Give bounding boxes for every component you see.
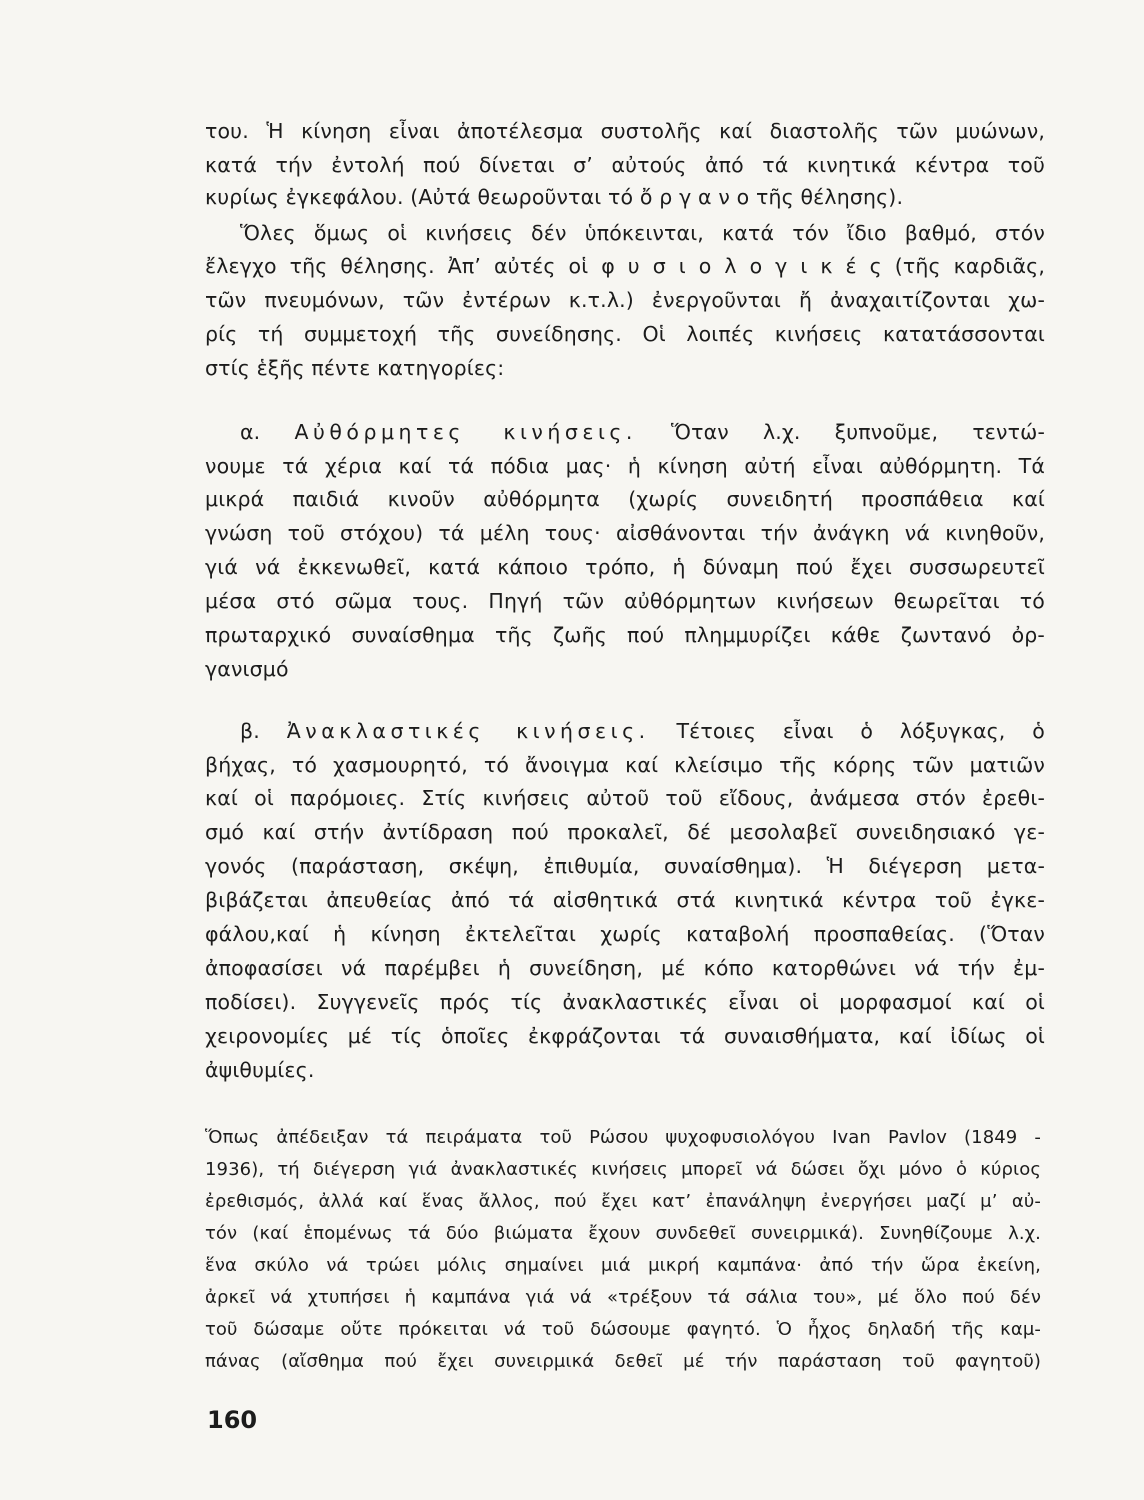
footnote-line: τοῦ δώσαμε οὔτε πρόκειται νά τοῦ δώσουμε φαγητό. Ὁ ἦχος δηλαδή τῆς καμ- <box>205 1319 1041 1340</box>
text-line: φάλου,καί ἡ κίνηση ἐκτελεῖται χωρίς καταβολή προσπαθείας. (Ὅταν <box>205 922 1045 946</box>
text-line: γνώση τοῦ στόχου) τά μέλη τους· αἰσθάνονται τήν ἀνάγκη νά κινηθοῦν, <box>205 521 1045 545</box>
footnote-line: τόν (καί ἑπομένως τά δύο βιώματα ἔχουν συνδεθεῖ συνειρμικά). Συνηθίζουμε λ.χ. <box>205 1223 1041 1244</box>
text-line: νουμε τά χέρια καί τά πόδια μας· ἡ κίνηση αὐτή εἶναι αὐθόρμητη. Τά <box>205 454 1045 478</box>
footnote-line: ἐρεθισμός, ἀλλά καί ἕνας ἄλλος, πού ἔχει κατ’ ἐπανάληψη ἐνεργήσει μαζί μ’ αὐ- <box>205 1191 1041 1212</box>
item-b-first-rest: Τέτοιες εἶναι ὁ λόξυγκας, ὁ <box>649 719 1045 743</box>
item-a-prefix: α. <box>240 420 295 444</box>
item-b-term: Ἀνακλαστικές κινήσεις. <box>286 719 650 743</box>
text-line: ἀψιθυμίες. <box>205 1058 315 1082</box>
text-line: γιά νά ἐκκενωθεῖ, κατά κάποιο τρόπο, ἡ δύναμη πού ἔχει συσσωρευτεῖ <box>205 555 1045 579</box>
footnote-line: πάνας (αἴσθημα πού ἔχει συνειρμικά δεθεῖ μέ τήν παράσταση τοῦ φαγητοῦ) <box>205 1351 1041 1372</box>
text-line: ἀποφασίσει νά παρέμβει ἡ συνείδηση, μέ κόπο κατορθώνει νά τήν ἐμ- <box>205 956 1045 980</box>
text-line: γανισμό <box>205 657 289 681</box>
text-line: καί οἱ παρόμοιες. Στίς κινήσεις αὐτοῦ τοῦ εἴδους, ἀνάμεσα στόν ἐρεθι- <box>205 786 1045 810</box>
text-line: βήχας, τό χασμουρητό, τό ἄνοιγμα καί κλείσιμο τῆς κόρης τῶν ματιῶν <box>205 753 1045 777</box>
text-line: ρίς τή συμμετοχή τῆς συνείδησης. Οἱ λοιπές κινήσεις κατατάσσονται <box>205 322 1045 346</box>
text-line: Ὅλες ὅμως οἱ κινήσεις δέν ὑπόκεινται, κατά τόν ἴδιο βαθμό, στόν <box>240 221 1045 245</box>
page-number: 160 <box>207 1406 258 1434</box>
text-line: γονός (παράσταση, σκέψη, ἐπιθυμία, συναίσθημα). Ἡ διέγερση μετα- <box>205 854 1045 878</box>
item-b-prefix: β. <box>240 719 287 743</box>
item-a-first-rest: Ὅταν λ.χ. ξυπνοῦμε, τεντώ- <box>636 420 1045 444</box>
text-line: τῶν πνευμόνων, τῶν ἐντέρων κ.τ.λ.) ἐνεργοῦνται ἤ ἀναχαιτίζονται χω- <box>205 288 1045 312</box>
item-b-heading-line <box>240 716 1045 746</box>
item-a-heading-line <box>240 417 1045 447</box>
text-line: βιβάζεται ἀπευθείας ἀπό τά αἰσθητικά στά κινητικά κέντρα τοῦ ἐγκε- <box>205 888 1045 912</box>
footnote-line: ἕνα σκύλο νά τρώει μόλις σημαίνει μιά μικρή καμπάνα· ἀπό τήν ὥρα ἐκείνη, <box>205 1255 1041 1276</box>
text-line: πρωταρχικό συναίσθημα τῆς ζωῆς πού πλημμυρίζει κάθε ζωντανό ὀρ- <box>205 623 1045 647</box>
footnote-line: Ὅπως ἀπέδειξαν τά πειράματα τοῦ Ρώσου ψυχοφυσιολόγου Ivan Pavlov (1849 - <box>205 1127 1041 1148</box>
footnote-line: 1936), τή διέγερση γιά ἀνακλαστικές κινήσεις μπορεῖ νά δώσει ὄχι μόνο ὁ κύριος <box>205 1159 1041 1180</box>
item-a-term: Αὐθόρμητες κινήσεις. <box>294 420 637 444</box>
text-line: σμό καί στήν ἀντίδραση πού προκαλεῖ, δέ μεσολαβεῖ συνειδησιακό γε- <box>205 820 1045 844</box>
text-line: κυρίως ἐγκεφάλου. (Αὐτά θεωροῦνται τό ὄ ρ γ α ν ο τῆς θέλησης). <box>205 185 904 209</box>
text-line: μικρά παιδιά κινοῦν αὐθόρμητα (χωρίς συνειδητή προσπάθεια καί <box>205 487 1045 511</box>
text-line: χειρονομίες μέ τίς ὁποῖες ἐκφράζονται τά συναισθήματα, καί ἰδίως οἱ <box>205 1024 1045 1048</box>
text-line: μέσα στό σῶμα τους. Πηγή τῶν αὐθόρμητων κινήσεων θεωρεῖται τό <box>205 589 1045 613</box>
text-line: ἔλεγχο τῆς θέλησης. Ἀπ’ αὐτές οἱ φ υ σ ι ο λ ο γ ι κ έ ς (τῆς καρδιᾶς, <box>205 254 1045 278</box>
text-line: του. Ἡ κίνηση εἶναι ἀποτέλεσμα συστολῆς καί διαστολῆς τῶν μυώνων, <box>205 119 1045 143</box>
text-line: κατά τήν ἐντολή πού δίνεται σ’ αὐτούς ἀπό τά κινητικά κέντρα τοῦ <box>205 153 1045 177</box>
text-line: στίς ἑξῆς πέντε κατηγορίες: <box>205 356 505 380</box>
text-line: ποδίσει). Συγγενεῖς πρός τίς ἀνακλαστικές εἶναι οἱ μορφασμοί καί οἱ <box>205 990 1045 1014</box>
footnote-line: ἀρκεῖ νά χτυπήσει ἡ καμπάνα γιά νά «τρέξουν τά σάλια του», μέ ὅλο πού δέν <box>205 1287 1041 1308</box>
